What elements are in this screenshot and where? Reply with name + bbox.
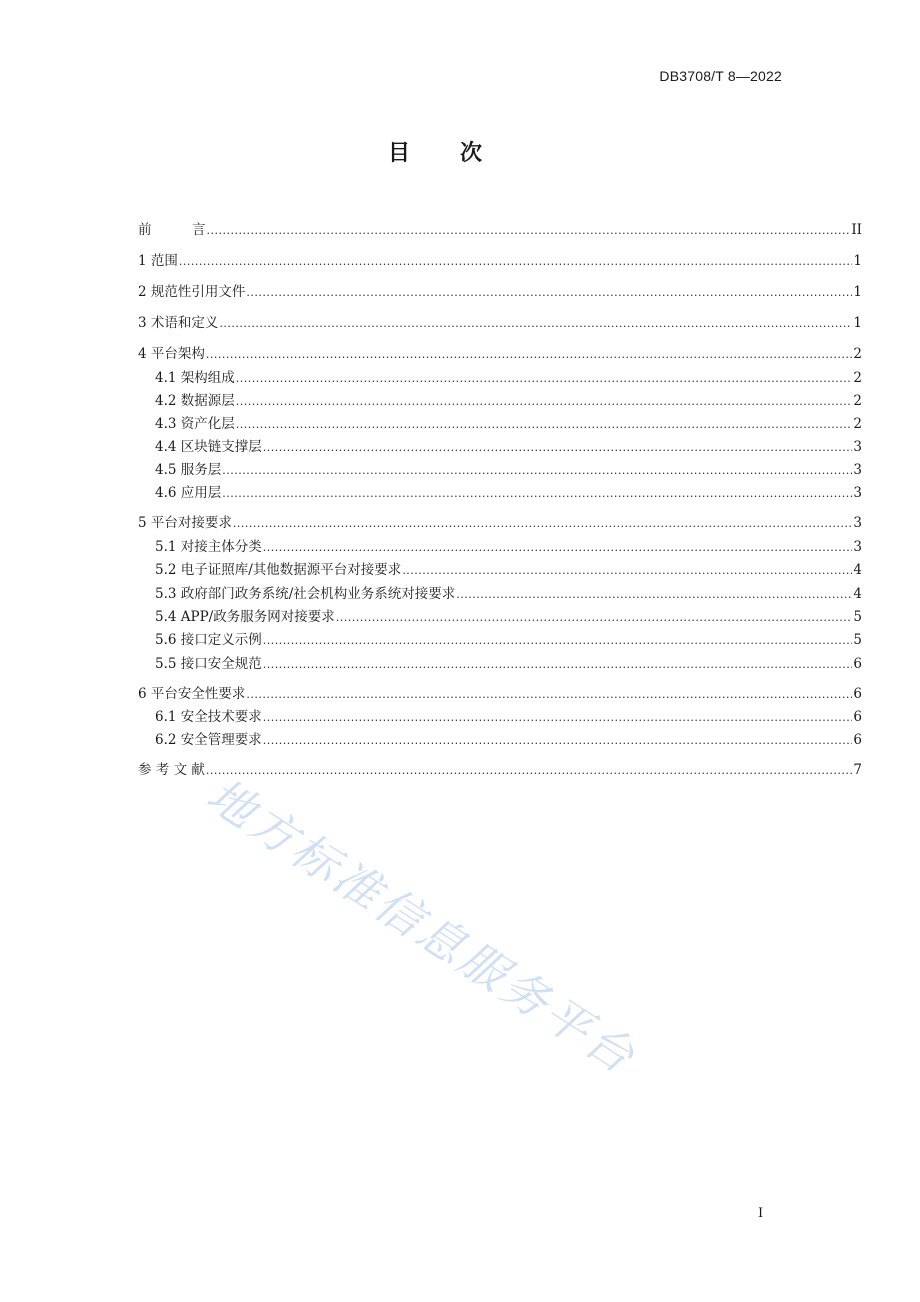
toc-leader-dots <box>236 369 853 389</box>
toc-subentry[interactable] <box>138 584 862 604</box>
watermark-text: 地方标准信息服务平台 <box>197 767 647 1086</box>
toc-entry-page: 4 <box>853 562 862 578</box>
toc-leader-dots <box>263 438 853 458</box>
toc-leader-dots <box>263 708 853 728</box>
toc-entry-label: 5.4 APP/政务服务网对接要求 <box>155 609 335 625</box>
document-code: DB3708/T 8—2022 <box>659 68 782 84</box>
toc-subentry[interactable] <box>138 630 862 650</box>
toc-entry[interactable] <box>138 684 862 704</box>
toc-entry-page: 3 <box>853 462 862 478</box>
toc-subentry[interactable] <box>138 437 862 457</box>
toc-entry-page: 7 <box>853 762 862 778</box>
toc-entry-references[interactable] <box>138 760 862 780</box>
toc-entry-page: 5 <box>853 609 862 625</box>
toc-entry-page: 4 <box>853 586 862 602</box>
toc-entry-page: 2 <box>853 416 862 432</box>
toc-entry[interactable] <box>138 344 862 364</box>
toc-subentry[interactable] <box>138 707 862 727</box>
toc-entry-label: 5.3 政府部门政务系统/社会机构业务系统对接要求 <box>155 586 456 602</box>
toc-entry-foreword[interactable] <box>138 220 862 240</box>
toc-leader-dots <box>263 631 853 651</box>
toc-entry-label: 4.5 服务层 <box>155 462 222 478</box>
toc-entry-label: 1 范围 <box>138 253 178 269</box>
toc-subentry[interactable] <box>138 607 862 627</box>
toc-entry-page: 1 <box>853 253 862 269</box>
toc-entry-label: 3 术语和定义 <box>138 315 219 331</box>
page-title <box>0 136 870 167</box>
toc-entry[interactable] <box>138 282 862 302</box>
toc-entry-page: 6 <box>853 732 862 748</box>
toc-entry[interactable] <box>138 313 862 333</box>
toc-subentry[interactable] <box>138 460 862 480</box>
toc-subentry[interactable] <box>138 368 862 388</box>
toc-entry-label: 5.5 接口安全规范 <box>155 656 262 672</box>
toc-entry-page: 3 <box>853 515 862 531</box>
toc-leader-dots <box>402 561 852 581</box>
toc-leader-dots <box>206 345 853 365</box>
toc-leader-dots <box>222 484 852 504</box>
toc-subentry[interactable] <box>138 537 862 557</box>
toc-leader-dots <box>179 252 853 272</box>
toc-entry-label: 参 考 文 献 <box>138 762 205 778</box>
toc-subentry[interactable] <box>138 730 862 750</box>
toc-subentry[interactable] <box>138 414 862 434</box>
toc-entry-label: 4.1 架构组成 <box>155 370 235 386</box>
toc-leader-dots <box>246 685 852 705</box>
toc-entry-label: 6.1 安全技术要求 <box>155 709 262 725</box>
page-number: I <box>758 1206 764 1221</box>
toc-entry-label: 4.2 数据源层 <box>155 393 235 409</box>
toc-entry[interactable] <box>138 513 862 533</box>
toc-leader-dots <box>263 655 853 675</box>
toc-leader-dots <box>233 514 853 534</box>
toc-entry-label: 5.2 电子证照库/其他数据源平台对接要求 <box>155 562 402 578</box>
toc-entry-page: 1 <box>853 315 862 331</box>
toc-entry-label: 5.1 对接主体分类 <box>155 539 262 555</box>
toc-leader-dots <box>219 314 852 334</box>
toc-subentry[interactable] <box>138 654 862 674</box>
title-part-1: 目 <box>387 141 410 166</box>
toc-leader-dots <box>236 415 853 435</box>
toc-leader-dots <box>206 761 853 781</box>
toc-entry-page: 1 <box>853 284 862 300</box>
toc-leader-dots <box>263 731 853 751</box>
toc-entry-label: 6.2 安全管理要求 <box>155 732 262 748</box>
toc-entry-page: 6 <box>853 709 862 725</box>
toc-subentry[interactable] <box>138 483 862 503</box>
toc-leader-dots <box>336 608 853 628</box>
toc-entry-label: 4.6 应用层 <box>155 485 222 501</box>
toc-entry-label: 4.4 区块链支撑层 <box>155 439 262 455</box>
toc-entry-page: 6 <box>853 686 862 702</box>
toc-leader-dots <box>263 538 853 558</box>
toc-entry-page: 5 <box>853 632 862 648</box>
toc-entry-page: 2 <box>853 393 862 409</box>
toc-leader-dots <box>222 461 852 481</box>
toc-entry-page: II <box>851 222 862 238</box>
toc-entry-label: 2 规范性引用文件 <box>138 284 246 300</box>
toc-entry-label: 4 平台架构 <box>138 346 205 362</box>
toc-subentry[interactable] <box>138 560 862 580</box>
toc-entry-page: 2 <box>853 370 862 386</box>
toc-entry-label: 6 平台安全性要求 <box>138 686 246 702</box>
toc-entry-page: 3 <box>853 539 862 555</box>
toc-entry-label: 5 平台对接要求 <box>138 515 232 531</box>
toc-entry[interactable] <box>138 251 862 271</box>
toc-entry-page: 6 <box>853 656 862 672</box>
toc-leader-dots <box>456 585 852 605</box>
toc-entry-page: 3 <box>853 485 862 501</box>
toc-entry-label: 4.3 资产化层 <box>155 416 235 432</box>
toc-entry-page: 3 <box>853 439 862 455</box>
toc-leader-dots <box>236 392 853 412</box>
toc-leader-dots <box>207 221 851 241</box>
toc-entry-page: 2 <box>853 346 862 362</box>
toc-leader-dots <box>246 283 852 303</box>
toc-subentry[interactable] <box>138 391 862 411</box>
toc-entry-label: 5.6 接口定义示例 <box>155 632 262 648</box>
title-part-2: 次 <box>460 141 483 166</box>
toc-entry-label: 前 言 <box>138 222 206 238</box>
